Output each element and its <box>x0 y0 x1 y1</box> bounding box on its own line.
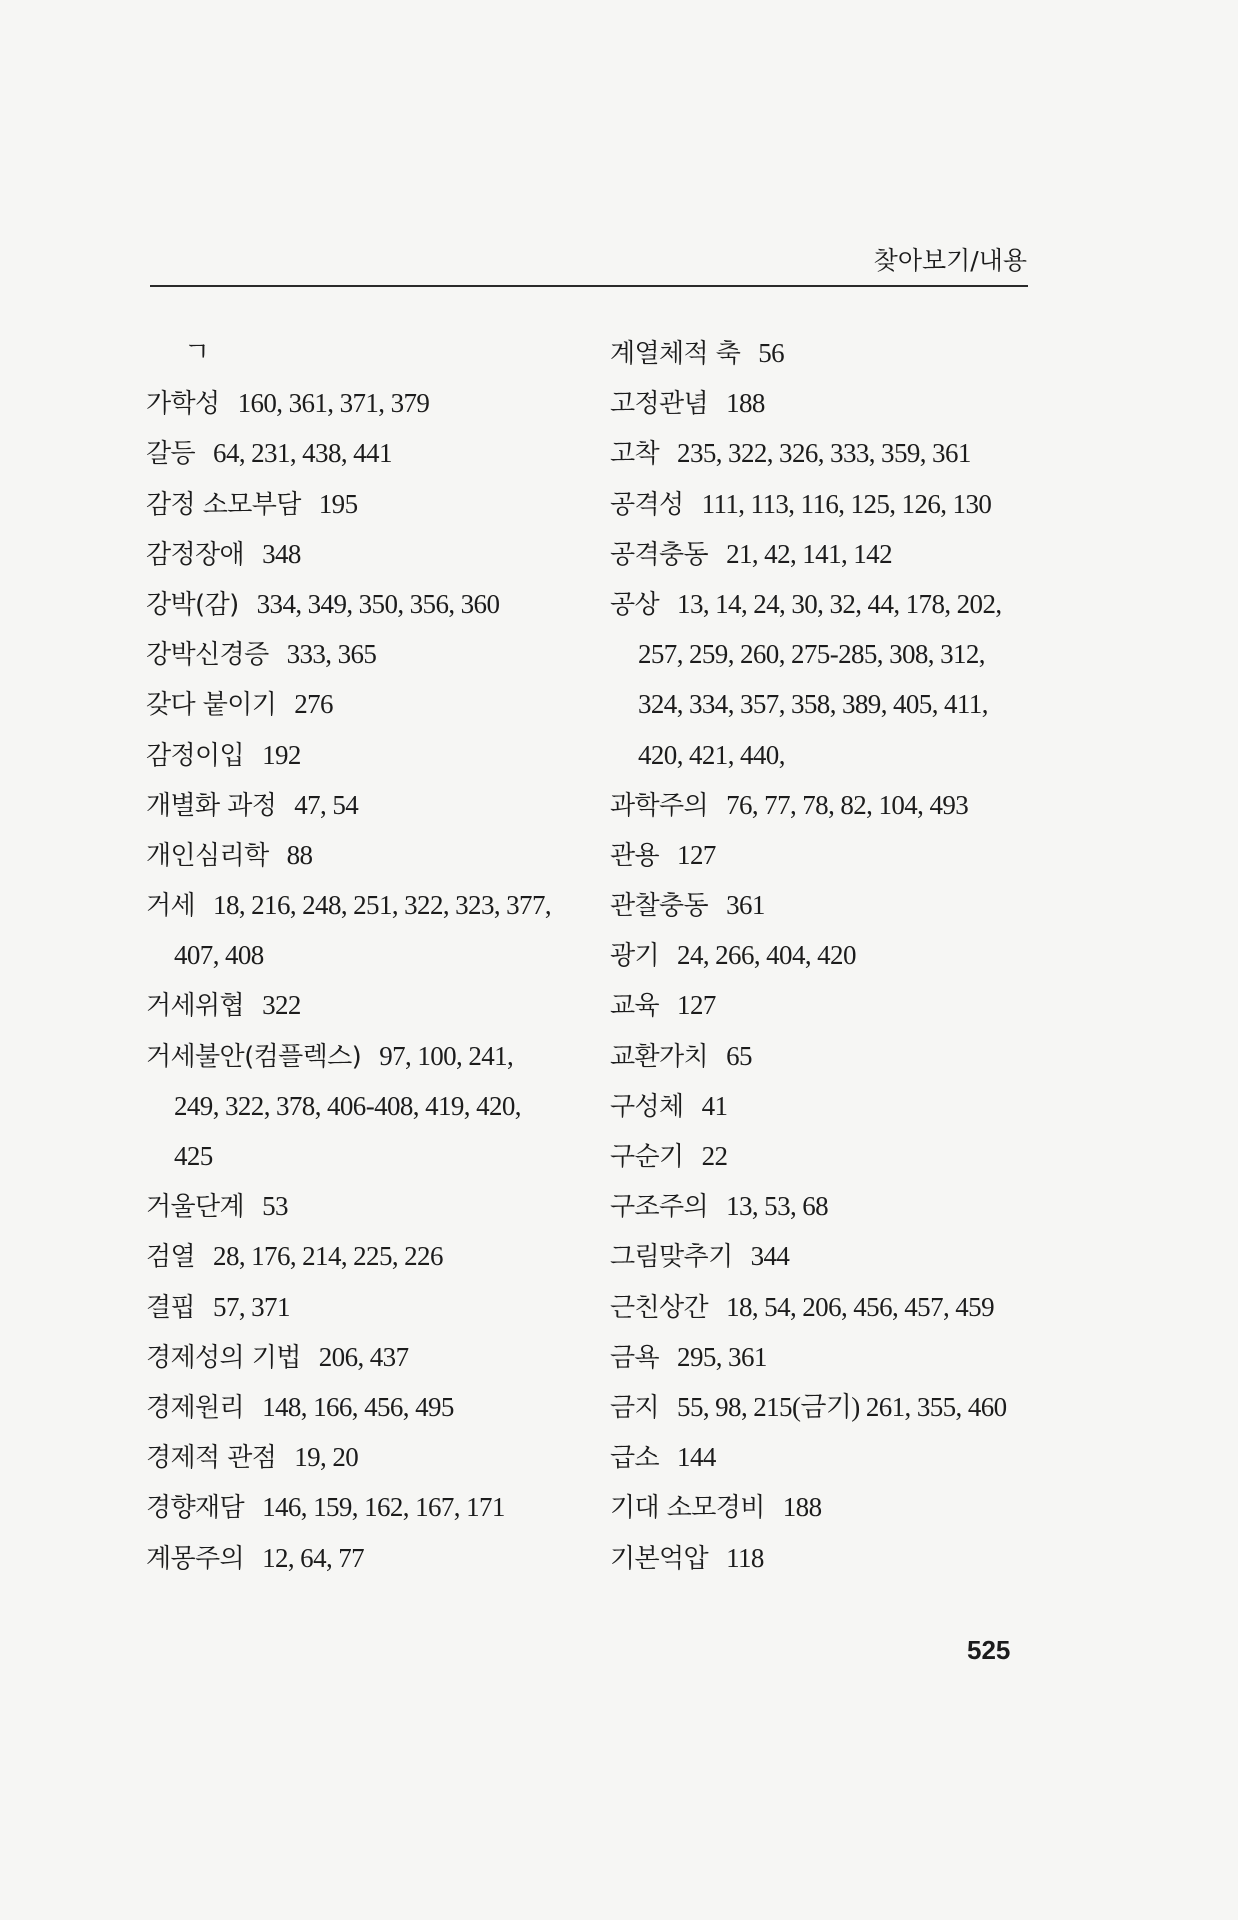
index-term: 거세불안(컴플렉스) <box>146 1041 362 1072</box>
index-entry <box>146 1432 576 1482</box>
index-term: 교육 <box>610 991 660 1022</box>
index-term: 강박(감) <box>146 589 239 620</box>
index-entry <box>146 1533 576 1583</box>
index-term: 강박신경증 <box>146 640 269 671</box>
index-entry <box>610 579 1040 629</box>
index-entry <box>146 830 576 880</box>
index-term: 구조주의 <box>610 1192 709 1223</box>
index-entry <box>146 529 576 579</box>
index-entry <box>610 1031 1040 1081</box>
index-pages: 22 <box>701 1141 728 1171</box>
index-pages: 76, 77, 78, 82, 104, 493 <box>726 789 969 820</box>
index-pages: 13, 53, 68 <box>726 1191 829 1222</box>
index-term: 개인심리학 <box>146 840 269 871</box>
index-term: 구순기 <box>610 1142 684 1172</box>
index-pages: 97, 100, 241, <box>379 1040 514 1071</box>
index-term: 교환가치 <box>610 1041 709 1072</box>
index-entry <box>146 1031 576 1081</box>
index-term: 거세 <box>146 891 196 922</box>
index-pages: 334, 349, 350, 356, 360 <box>256 588 500 619</box>
index-term: 과학주의 <box>610 790 709 821</box>
index-pages: 425 <box>174 1141 213 1171</box>
index-pages: 195 <box>318 488 358 519</box>
index-entry <box>610 479 1040 529</box>
index-pages: 53 <box>262 1191 288 1222</box>
index-pages: 144 <box>677 1442 716 1473</box>
index-entry <box>610 529 1040 579</box>
index-pages: 18, 216, 248, 251, 322, 323, 377, <box>213 890 551 921</box>
index-pages: 127 <box>677 990 716 1021</box>
index-pages: 235, 322, 326, 333, 359, 361 <box>677 438 971 469</box>
index-entry <box>146 579 576 629</box>
index-pages: 361 <box>726 890 765 921</box>
index-term: 고착 <box>610 439 660 470</box>
index-pages: 64, 231, 438, 441 <box>213 438 392 469</box>
index-term: 경향재담 <box>146 1493 245 1524</box>
index-entry <box>610 1482 1040 1532</box>
index-pages: 146, 159, 162, 167, 171 <box>262 1492 505 1523</box>
index-pages: 148, 166, 456, 495 <box>262 1391 454 1422</box>
index-entry <box>146 679 576 729</box>
index-term: 기대 소모경비 <box>610 1493 765 1524</box>
index-term: 경제적 관점 <box>146 1443 277 1474</box>
index-pages: 19, 20 <box>294 1442 359 1473</box>
index-entry <box>610 1231 1040 1281</box>
index-entry <box>146 1332 576 1382</box>
index-entry <box>610 679 1040 729</box>
index-entry <box>146 1382 576 1432</box>
index-pages: 18, 54, 206, 456, 457, 459 <box>726 1291 994 1322</box>
index-entry <box>146 479 576 529</box>
index-term: 감정이입 <box>146 740 245 771</box>
index-entry <box>610 1533 1040 1583</box>
index-pages: 188 <box>726 388 765 419</box>
index-pages: 88 <box>286 839 313 870</box>
index-entry <box>146 880 576 930</box>
index-term: 결핍 <box>146 1292 196 1323</box>
index-entry <box>610 780 1040 830</box>
index-pages: 41 <box>701 1090 728 1121</box>
running-header: 찾아보기/내용 <box>873 246 1027 275</box>
index-term: 그림맞추기 <box>610 1242 733 1273</box>
index-term: 금지 <box>610 1392 660 1423</box>
index-term: 공격충동 <box>610 539 709 570</box>
header-divider <box>150 285 1028 287</box>
index-pages: 295, 361 <box>677 1341 767 1372</box>
index-pages: 333, 365 <box>286 639 377 670</box>
index-entry <box>146 780 576 830</box>
index-entry <box>610 378 1040 428</box>
index-entry <box>146 1282 576 1332</box>
index-entry <box>146 980 576 1030</box>
index-pages: 322 <box>262 990 301 1021</box>
index-entry <box>146 378 576 428</box>
left-entry-list <box>146 378 576 1583</box>
index-pages: 118 <box>726 1542 764 1573</box>
index-entry <box>146 1081 576 1131</box>
index-term: 감정 소모부담 <box>146 489 301 520</box>
index-pages: 127 <box>677 839 716 870</box>
index-term: 개별화 과정 <box>146 790 277 821</box>
index-entry <box>146 1181 576 1231</box>
index-term: 거울단계 <box>146 1192 245 1223</box>
index-pages: 21, 42, 141, 142 <box>726 538 892 569</box>
index-term: 관찰충동 <box>610 891 709 922</box>
index-entry <box>146 930 576 980</box>
index-pages: 55, 98, 215(금기) 261, 355, 460 <box>677 1391 1007 1422</box>
index-term: 공격성 <box>610 489 684 520</box>
section-letter: ㄱ <box>184 337 210 368</box>
index-entry <box>610 880 1040 930</box>
index-entry <box>610 328 1040 378</box>
index-term: 가학성 <box>146 389 220 420</box>
index-pages: 28, 176, 214, 225, 226 <box>213 1241 443 1272</box>
index-column-right <box>610 328 1040 1583</box>
index-term: 경제원리 <box>146 1392 245 1423</box>
index-pages: 192 <box>262 739 301 770</box>
index-pages: 348 <box>262 538 301 569</box>
index-term: 급소 <box>610 1443 660 1474</box>
index-entry <box>146 629 576 679</box>
index-entry <box>610 1131 1040 1181</box>
index-pages: 160, 361, 371, 379 <box>237 388 430 419</box>
index-pages: 56 <box>758 338 785 368</box>
index-term: 경제성의 기법 <box>146 1342 301 1373</box>
index-term: 기본억압 <box>610 1543 709 1574</box>
index-entry <box>610 830 1040 880</box>
index-term: 갖다 붙이기 <box>146 690 277 721</box>
index-entry <box>146 1482 576 1532</box>
index-pages: 344 <box>750 1241 790 1272</box>
index-pages: 249, 322, 378, 406-408, 419, 420, <box>174 1090 521 1121</box>
index-entry <box>610 629 1040 679</box>
index-term: 근친상간 <box>610 1292 709 1323</box>
index-pages: 12, 64, 77 <box>262 1542 365 1573</box>
index-entry <box>610 1081 1040 1131</box>
index-term: 금욕 <box>610 1342 660 1373</box>
index-term: 검열 <box>146 1242 196 1273</box>
index-pages: 57, 371 <box>213 1291 290 1322</box>
index-entry <box>610 1432 1040 1482</box>
index-term: 관용 <box>610 840 660 871</box>
index-entry <box>610 730 1040 780</box>
index-column-left <box>146 328 576 1583</box>
index-entry <box>610 1382 1040 1432</box>
index-term: 광기 <box>610 941 660 972</box>
index-entry <box>610 1282 1040 1332</box>
index-entry <box>610 1332 1040 1382</box>
index-pages: 188 <box>782 1492 822 1523</box>
index-term: 계몽주의 <box>146 1543 245 1574</box>
index-term: 감정장애 <box>146 539 245 570</box>
right-entry-list <box>610 328 1040 1583</box>
index-entry <box>610 428 1040 478</box>
index-term: 거세위협 <box>146 991 245 1022</box>
index-entry <box>146 428 576 478</box>
index-pages: 13, 14, 24, 30, 32, 44, 178, 202, <box>677 588 1002 619</box>
index-entry <box>610 1181 1040 1231</box>
index-pages: 407, 408 <box>174 940 264 971</box>
index-term: 계열체적 축 <box>610 339 741 369</box>
index-pages: 276 <box>294 689 333 720</box>
index-pages: 111, 113, 116, 125, 126, 130 <box>701 488 992 519</box>
index-entry <box>146 730 576 780</box>
index-term: 갈등 <box>146 439 196 470</box>
index-term: 고정관념 <box>610 389 709 420</box>
index-pages: 206, 437 <box>318 1341 409 1372</box>
index-entry <box>610 980 1040 1030</box>
index-entry <box>146 1231 576 1281</box>
index-entry <box>610 930 1040 980</box>
index-pages: 65 <box>726 1040 752 1071</box>
index-pages: 47, 54 <box>294 789 359 820</box>
index-term: 구성체 <box>610 1091 684 1122</box>
index-pages: 257, 259, 260, 275-285, 308, 312, <box>638 639 985 670</box>
index-pages: 324, 334, 357, 358, 389, 405, 411, <box>638 689 988 720</box>
index-pages: 420, 421, 440, <box>638 739 785 770</box>
index-entry <box>146 1131 576 1181</box>
index-term: 공상 <box>610 589 660 620</box>
index-pages: 24, 266, 404, 420 <box>677 940 856 971</box>
page-number: 525 <box>967 1635 1011 1665</box>
